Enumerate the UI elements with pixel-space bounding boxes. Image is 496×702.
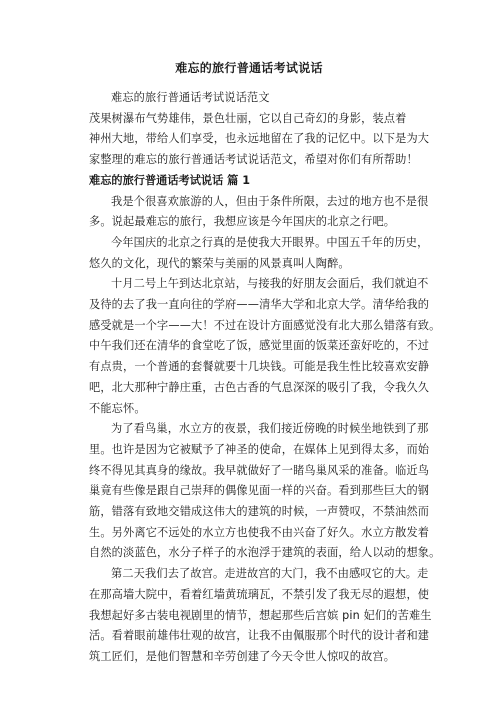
paragraph-line: 筑工匠们，是他们智慧和辛劳创建了今天令世人惊叹的故宫。 [89,649,396,663]
paragraph-line: 有点贵，一个普通的套餐就要十几块钱。可能是我生性比较喜欢安静 [89,360,430,374]
paragraph-line: 中午我们还在清华的食堂吃了饭，感觉里面的饭菜还蛮好吃的，不过 [89,339,430,353]
paragraph-line: 悠久的文化，现代的繁荣与美丽的风景真叫人陶醉。 [89,256,350,270]
intro-line: 家整理的难忘的旅行普通话考试说话范文，希望对你们有所帮助！ [89,153,418,167]
paragraph [89,233,429,274]
paragraph-line: 筋，错落有致地交错成这伟大的建筑的时候，一声赞叹，不禁油然而 [89,505,430,519]
paragraph-line: 我是个很喜欢旅游的人，但由于条件所限，去过的地方也不是很 [111,194,429,208]
paragraph-line: 在那高墙大院中，看着红墙黄琉璃瓦，不禁引发了我无尽的遐想，使 [89,587,430,601]
paragraph-line: 我想起好多古装电视剧里的情节，想起那些后宫嫔 pin 妃们的苦难生 [89,608,432,622]
intro-line: 神州大地，带给人们享受，也永远地留在了我的记忆中。以下是为大 [89,132,430,146]
paragraph-line: 多。说起最难忘的旅行，我想应该是今年国庆的北京之行吧。 [89,215,396,229]
paragraph-line: 今年国庆的北京之行真的是使我大开眼界。中国五千年的历史， [111,235,429,249]
paragraph-line: 终不得见其真身的缘故。我早就做好了一睹鸟巢风采的准备。临近鸟 [89,463,430,477]
paragraph [89,419,441,564]
paragraph-line: 不能忘怀。 [89,401,146,415]
paragraph-line: 第二天我们去了故宫。走进故宫的大门，我不由感叹它的大。走 [111,567,429,581]
intro-line: 茂果树瀑布气势雄伟，景色壮丽，它以自己奇幻的身影，装点着 [89,111,407,125]
paragraph [89,274,441,419]
paragraph [89,192,429,233]
section-heading: 难忘的旅行普通话考试说话 篇 1 [89,173,251,187]
paragraph-line: 生。另外离它不远处的水立方也使我不由兴奋了好久。水立方散发着 [89,525,430,539]
paragraph-line: 感受就是一个字——大！不过在设计方面感觉没有北大那么错落有致。 [89,318,441,332]
intro-block [89,88,430,171]
document-title: 难忘的旅行普通话考试说话 [175,61,323,75]
paragraph-line: 巢竟有些像是跟自己崇拜的偶像见面一样的兴奋。看到那些巨大的钢 [89,484,430,498]
paragraph-line: 活。看着眼前雄伟壮观的故宫，让我不由佩服那个时代的设计者和建 [89,629,430,643]
paragraph-line: 及待的去了我一直向往的学府——清华大学和北京大学。清华给我的 [89,298,430,312]
paragraph [89,564,432,668]
paragraph-line: 里。也许是因为它被赋予了神圣的使命，在媒体上见到得太多，而始 [89,442,430,456]
intro-subtitle: 难忘的旅行普通话考试说话范文 [111,91,270,104]
paragraph-line: 自然的淡蓝色，水分子样子的水泡浮于建筑的表面，给人以动的想象。 [89,546,441,560]
paragraph-line: 十月二号上午到达北京站，与接我的好朋友会面后，我们就迫不 [111,277,429,291]
paragraph-line: 为了看鸟巢，水立方的夜景，我们接近傍晚的时候坐地铁到了那 [111,422,429,436]
paragraph-line: 吧，北大那种宁静庄重，古色古香的气息深深的吸引了我，令我久久 [89,380,430,394]
